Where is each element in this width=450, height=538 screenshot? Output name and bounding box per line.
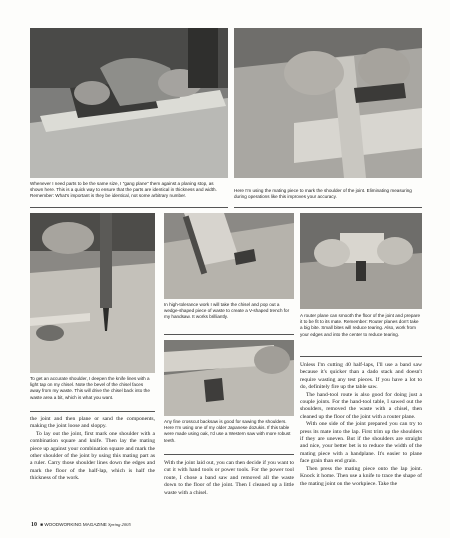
paragraph: The hand-tool route is also good for doing just a couple joints. For the hand-tool table, I sawed out the shoulders, removed the waste with a chisel, then cleaned up the floor of the joint with a router plane. — [300, 391, 422, 420]
photo-marking-shoulder — [234, 28, 422, 178]
caption-backsaw: Any fine crosscut backsaw is good for sawing the shoulders. Here I'm using one of my older Japanese dozukis. If this table were made using oak, I'd use a Western saw with more robust teeth. — [164, 419, 291, 443]
page-number: 10 — [31, 522, 37, 528]
photo-router-plane — [300, 213, 422, 309]
caption-rule — [300, 356, 422, 357]
caption-chisel-knife-lines: To get an accurate shoulder, I deepen the knife lines with a light tap on my chisel. Note the bevel of the chisel faces away from my waste. This will drive the chisel back into the waste area a bit, which is what you want. — [30, 376, 150, 400]
body-column-1 — [30, 416, 155, 483]
paragraph: Unless I'm cutting 40 half-laps, I'll use a band saw because it's quicker than a dado stack and doesn't require wasting any test pieces. If you have a lot to do, definitely fire up the table saw. — [300, 362, 422, 391]
photo-chisel-knife-lines — [30, 213, 155, 373]
photo-backsaw — [164, 340, 294, 416]
issue-date: Spring 2005 — [108, 522, 131, 527]
paragraph: the joint and then plane or sand the components, making the joint loose and sloppy. — [30, 416, 155, 430]
caption-rule — [164, 454, 294, 455]
caption-marking-shoulder: Here I'm using the mating piece to mark the shoulder of the joint. Eliminating measuring during operations like this improves your accuracy. — [234, 188, 412, 200]
paragraph: With one side of the joint prepared you can try to press its mate into the lap. First trim up the shoulders if they are uneven. But if the shoulders are straight and nice, your better bet is to reduce the width of the mating piece with a handplane. It's easier to plane face grain than end grain. — [300, 421, 422, 465]
body-column-3 — [300, 362, 422, 488]
paragraph: With the joint laid out, you can then decide if you want to cut it with hand tools or power tools. For the power tool route, I chose a band saw and removed all the waste down to the floor of the joint. Then I cleaned up a little waste with a chisel. — [164, 460, 294, 496]
photo-v-trench — [164, 213, 294, 299]
page-footer — [31, 522, 131, 528]
caption-router-plane: A router plane can smooth the floor of the joint and prepare it to be fit to its mate. Remember: Router planes don't take a big bite. Small bites will reduce tearing. Also, work from your edges and into the center to reduce tearing. — [300, 313, 421, 337]
caption-v-trench: In high-tolerance work I will take the chisel and pop out a wedge-shaped piece of waste to create a V-shaped trench for my handsaw. It works brilliantly. — [164, 302, 290, 320]
caption-rule — [30, 411, 155, 412]
caption-rule — [164, 334, 294, 335]
magazine-name: WOODWORKING MAGAZINE — [44, 522, 107, 527]
caption-rule — [30, 207, 228, 208]
photo-gang-planing — [30, 28, 228, 178]
body-column-2 — [164, 460, 294, 497]
folio-separator: ■ — [40, 522, 44, 527]
caption-rule — [234, 207, 422, 208]
paragraph: To lay out the joint, first mark one shoulder with a combination square and knife. Then lay the mating piece up against your combination square and mark the other shoulder of the joint by using this mating part as a ruler. Carry those shoulder lines down the edges and mark the floor of the half-lap, which is half the thickness of the work. — [30, 430, 155, 482]
caption-gang-planing: Whenever I need parts to be the same size, I "gang plane" them against a planing stop, as shown here. This is a quick way to ensure that the parts are identical in thickness and width. Remember: What's important is they be identical, not some arbitrary number. — [30, 181, 217, 199]
paragraph: Then press the mating piece onto the lap joint. Knock it home. Then use a knife to trace the shape of the mating joint on the workpiece. Take the — [300, 465, 422, 487]
